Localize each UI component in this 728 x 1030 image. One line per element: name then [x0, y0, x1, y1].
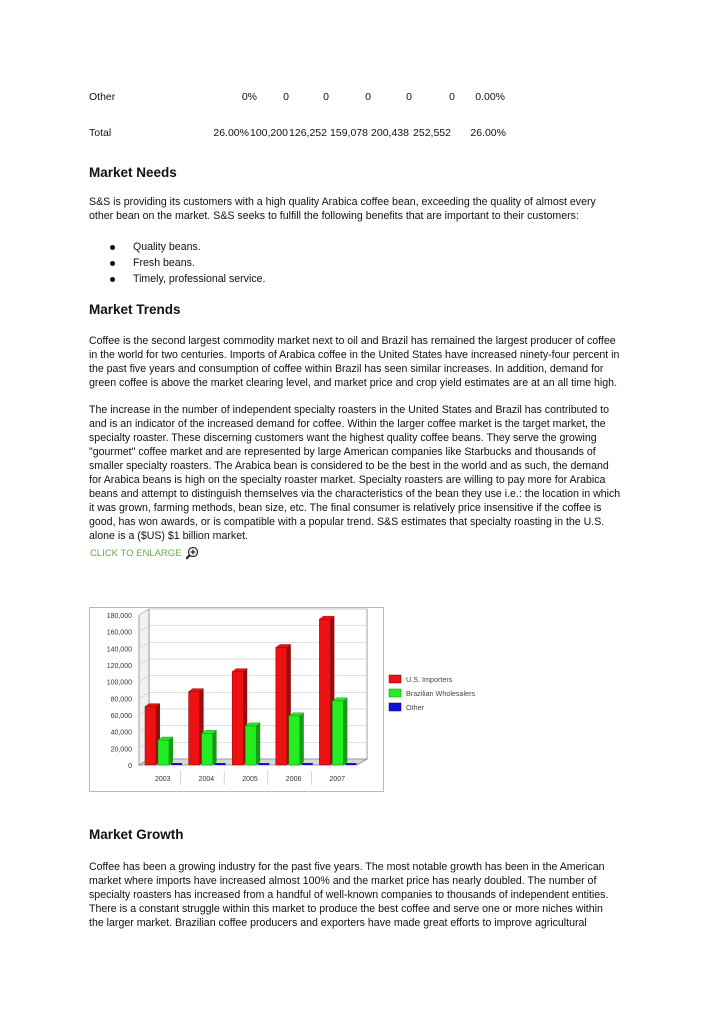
text-line: Coffee has been a growing industry for the past five years. The most notable growth has been in the American	[89, 861, 605, 873]
x-tick-label: 2006	[285, 776, 302, 783]
market-trends-paragraph-2	[89, 403, 649, 543]
list-item-text: Fresh beans.	[133, 257, 195, 269]
legend-label: Other	[406, 703, 424, 712]
x-tick-label: 2003	[155, 776, 171, 783]
cell: 252,552	[413, 127, 451, 139]
magnifier-plus-icon	[184, 546, 199, 561]
legend-swatch	[389, 675, 401, 683]
list-item	[89, 239, 265, 255]
cell: 0	[283, 91, 289, 103]
bar-front	[189, 692, 200, 765]
chart-svg	[89, 607, 509, 792]
cell: 0%	[241, 91, 257, 103]
y-tick-label: 20,000	[110, 746, 132, 754]
row-label: Total	[89, 127, 112, 139]
cell: 0	[365, 91, 371, 103]
list-item-text: Quality beans.	[133, 241, 201, 253]
y-tick-label: 180,000	[106, 613, 132, 620]
text-line: specialty roasters has increased from a handful of well-known companies to thousands of independent entities.	[89, 889, 609, 901]
bar-side	[343, 698, 347, 765]
text-line: "gourmet" coffee market and are represented by large American companies like Starbucks and thousands of	[89, 446, 596, 458]
bar-side	[300, 713, 304, 765]
text-line: The increase in the number of independent specialty roasters in the United States and Brazil has contributed to	[89, 404, 609, 416]
bar-front	[345, 763, 356, 765]
bar-front	[215, 763, 226, 765]
y-tick-label: 40,000	[110, 729, 132, 737]
cell: 26.00%	[213, 127, 249, 139]
market-trends-paragraph-1	[89, 334, 649, 390]
click-to-enlarge-link[interactable]	[90, 546, 199, 561]
bar-front	[289, 716, 300, 765]
x-tick-label: 2005	[242, 776, 258, 783]
table-row-total	[89, 126, 519, 140]
x-tick-label: 2004	[198, 776, 215, 783]
click-to-enlarge-label: CLICK TO ENLARGE	[90, 548, 182, 559]
imports-bar-chart	[89, 607, 509, 792]
text-line: and is an indicator of the increased demand for coffee. Within the larger coffee market is the target market, the	[89, 418, 606, 430]
cell: 0	[323, 91, 329, 103]
text-line: smaller specialty roasters. The Arabica bean is considered to be the best in the world and as such, the demand	[89, 460, 609, 472]
text-line: in the world for two centuries. Imports of Arabica coffee in the United States have increased ninety-four percent in	[89, 349, 620, 361]
market-growth-paragraph	[89, 860, 649, 930]
y-tick-label: 140,000	[106, 646, 132, 654]
legend-swatch	[389, 689, 401, 697]
cell: 100,200	[250, 127, 288, 139]
legend-swatch	[389, 703, 401, 711]
bar-side	[256, 723, 260, 765]
text-line: green coffee is above the market clearing level, and market price and crop yield estimates are at an all time high.	[89, 377, 618, 389]
text-line: it was grown, farming methods, bean size, etc. The final consumer is relatively price insensitive if the coffee is	[89, 502, 602, 514]
y-tick-label: 0	[128, 763, 132, 770]
bar-front	[276, 648, 287, 766]
legend-label: Brazilian Wholesalers	[406, 689, 476, 698]
text-line: Coffee is the second largest commodity market next to oil and Brazil has remained the largest producer of coffee	[89, 335, 616, 347]
bar-side	[169, 737, 173, 765]
market-trends-heading: Market Trends	[89, 302, 181, 317]
text-line: There is a constant struggle within this market to produce the best coffee and serve one or more niches within	[89, 903, 603, 915]
bar-front	[302, 763, 313, 765]
bar-front	[332, 701, 343, 765]
cell: 0	[406, 91, 412, 103]
bar-front	[158, 740, 169, 765]
text-line: beans and attempt to distinguish themselves via the characteristics of the bean they use i.e.: the location in which	[89, 488, 621, 500]
bar-front	[232, 672, 243, 765]
cell: 159,078	[330, 127, 368, 139]
x-tick-label: 2007	[329, 776, 345, 783]
text-line: S&S is providing its customers with a high quality Arabica coffee bean, exceeding the quality of almost every	[89, 196, 596, 208]
bullet-icon	[110, 261, 115, 266]
text-line: specialty roaster. These discerning customers want the highest quality coffee beans. They serve the growing	[89, 432, 597, 444]
market-growth-heading: Market Growth	[89, 827, 184, 842]
table-row-other	[89, 90, 519, 104]
text-line: the past five years and consumption of coffee within Brazil has seen similar increases. In addition, demand for	[89, 363, 604, 375]
text-line: other bean on the market. S&S seeks to fulfill the following benefits that are important to their customers:	[89, 210, 579, 222]
list-item	[89, 255, 265, 271]
text-line: the larger market. Brazilian coffee producers and exporters have made great efforts to improve agricultural	[89, 917, 587, 929]
bar-front	[245, 726, 256, 765]
bullet-icon	[110, 277, 115, 282]
text-line: alone is a ($US) $1 billion market.	[89, 530, 248, 542]
bar-front	[171, 763, 182, 765]
bar-front	[145, 707, 156, 765]
benefits-list	[89, 239, 265, 287]
cell: 0	[449, 91, 455, 103]
text-line: good, has won awards, or is compatible with a popular trend. S&S estimates that specialty roasting in the U.S.	[89, 516, 605, 528]
row-label: Other	[89, 91, 116, 103]
text-line: market where imports have increased almost 100% and the market price has nearly doubled. The number of	[89, 875, 597, 887]
y-tick-label: 160,000	[106, 629, 132, 637]
cell: 126,252	[289, 127, 327, 139]
bullet-icon	[110, 245, 115, 250]
y-tick-label: 120,000	[106, 663, 132, 670]
list-item	[89, 271, 265, 287]
y-tick-label: 100,000	[106, 679, 132, 687]
bar-front	[319, 619, 330, 765]
y-tick-label: 60,000	[110, 713, 132, 720]
cell: 0.00%	[475, 91, 505, 103]
legend-label: U.S. Importers	[406, 675, 453, 684]
y-tick-label: 80,000	[110, 696, 132, 704]
market-needs-heading: Market Needs	[89, 165, 177, 180]
bar-front	[202, 733, 213, 765]
cell: 26.00%	[470, 127, 506, 139]
text-line: for Arabica beans is high on the specialty roaster market. Specialty roasters are willing to pay more for Arabica	[89, 474, 606, 486]
bar-side	[213, 730, 217, 765]
cell: 200,438	[371, 127, 409, 139]
market-needs-paragraph	[89, 195, 649, 223]
bar-front	[258, 763, 269, 765]
list-item-text: Timely, professional service.	[133, 273, 266, 285]
